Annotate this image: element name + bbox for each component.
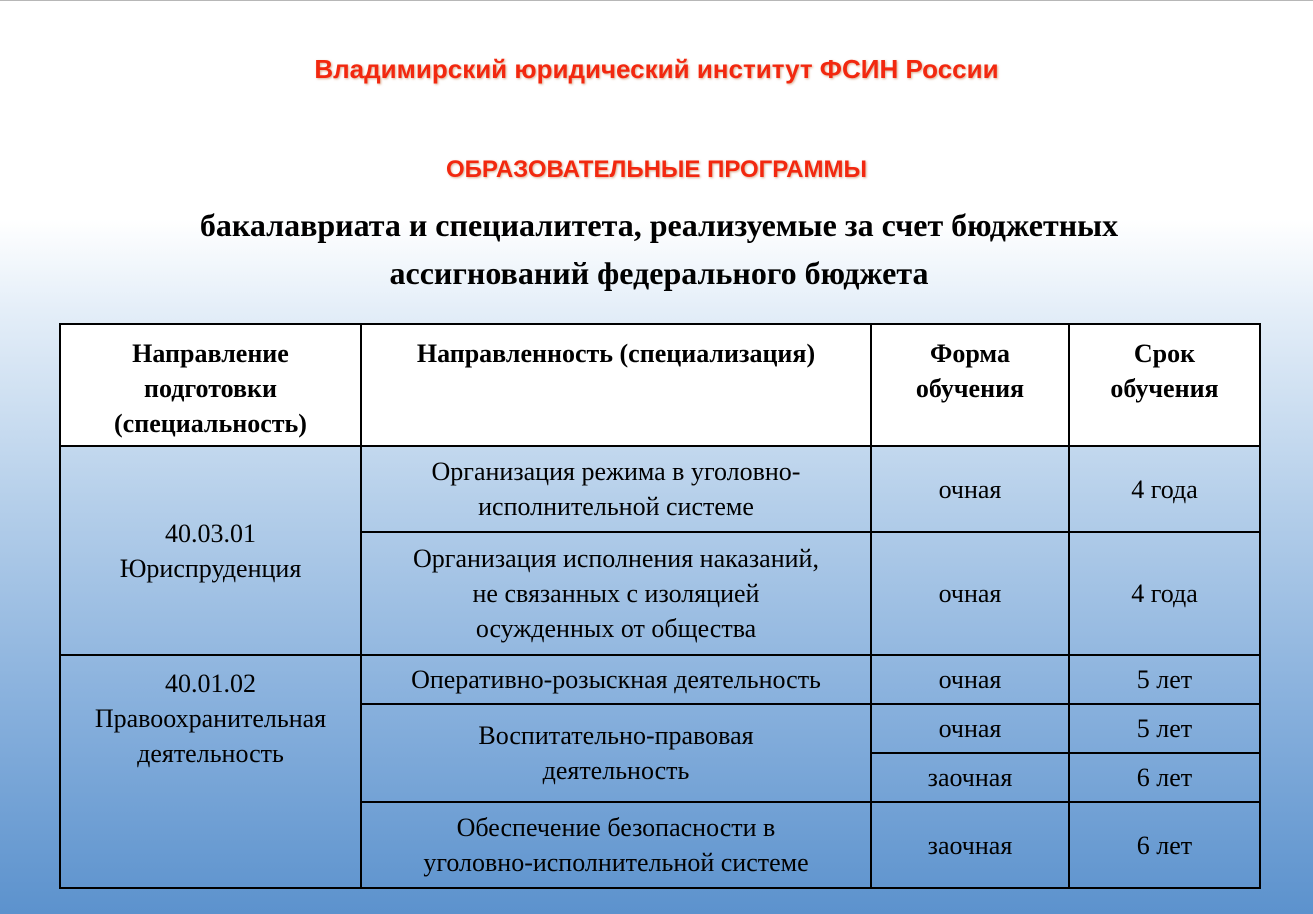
form-cell: очная [871, 532, 1069, 655]
header-form: Форма обучения [871, 324, 1069, 446]
programs-heading: ОБРАЗОВАТЕЛЬНЫЕ ПРОГРАММЫ [446, 156, 867, 183]
specialization-cell: Организация исполнения наказаний, не связанных с изоляцией осужденных от общества [361, 532, 871, 655]
form-cell: очная [871, 655, 1069, 704]
form-cell: очная [871, 446, 1069, 532]
top-border-line [0, 0, 1313, 1]
duration-cell: 6 лет [1069, 802, 1260, 888]
direction-code: 40.01.02 [165, 669, 256, 698]
table-row [60, 446, 1260, 532]
duration-cell: 4 года [1069, 446, 1260, 532]
duration-cell: 6 лет [1069, 753, 1260, 802]
direction-name: Правоохранительная [94, 704, 327, 733]
direction-name: Юриспруденция [119, 553, 302, 583]
header-direction: Направление подготовки (специальность) [60, 324, 361, 446]
specialization-cell: Воспитательно-правовая деятельность [361, 704, 871, 802]
programs-table [59, 323, 1261, 889]
direction-cell-law-enforcement: 40.01.02 Правоохранительная деятельность [60, 655, 361, 888]
table-row [60, 655, 1260, 704]
form-cell: очная [871, 704, 1069, 753]
subheading-line-1: бакалавриата и специалитета, реализуемые за счет бюджетных [199, 207, 1119, 243]
form-cell: заочная [871, 802, 1069, 888]
subheading-line-2: ассигнований федерального бюджета [389, 255, 929, 291]
institute-title: Владимирский юридический институт ФСИН России [314, 54, 999, 84]
header-specialization: Направленность (специализация) [361, 324, 871, 446]
specialization-cell: Оперативно-розыскная деятельность [361, 655, 871, 704]
table-header-row [60, 324, 1260, 446]
specialization-cell: Обеспечение безопасности в уголовно-исполнительной системе [361, 802, 871, 888]
specialization-cell: Организация режима в уголовно- исполнительной системе [361, 446, 871, 532]
duration-cell: 5 лет [1069, 655, 1260, 704]
duration-cell: 5 лет [1069, 704, 1260, 753]
header-duration: Срок обучения [1069, 324, 1260, 446]
programs-subheading [80, 201, 1238, 297]
form-cell: заочная [871, 753, 1069, 802]
direction-code: 40.03.01 [165, 518, 256, 548]
direction-cell-jurisprudence [60, 446, 361, 655]
duration-cell: 4 года [1069, 532, 1260, 655]
